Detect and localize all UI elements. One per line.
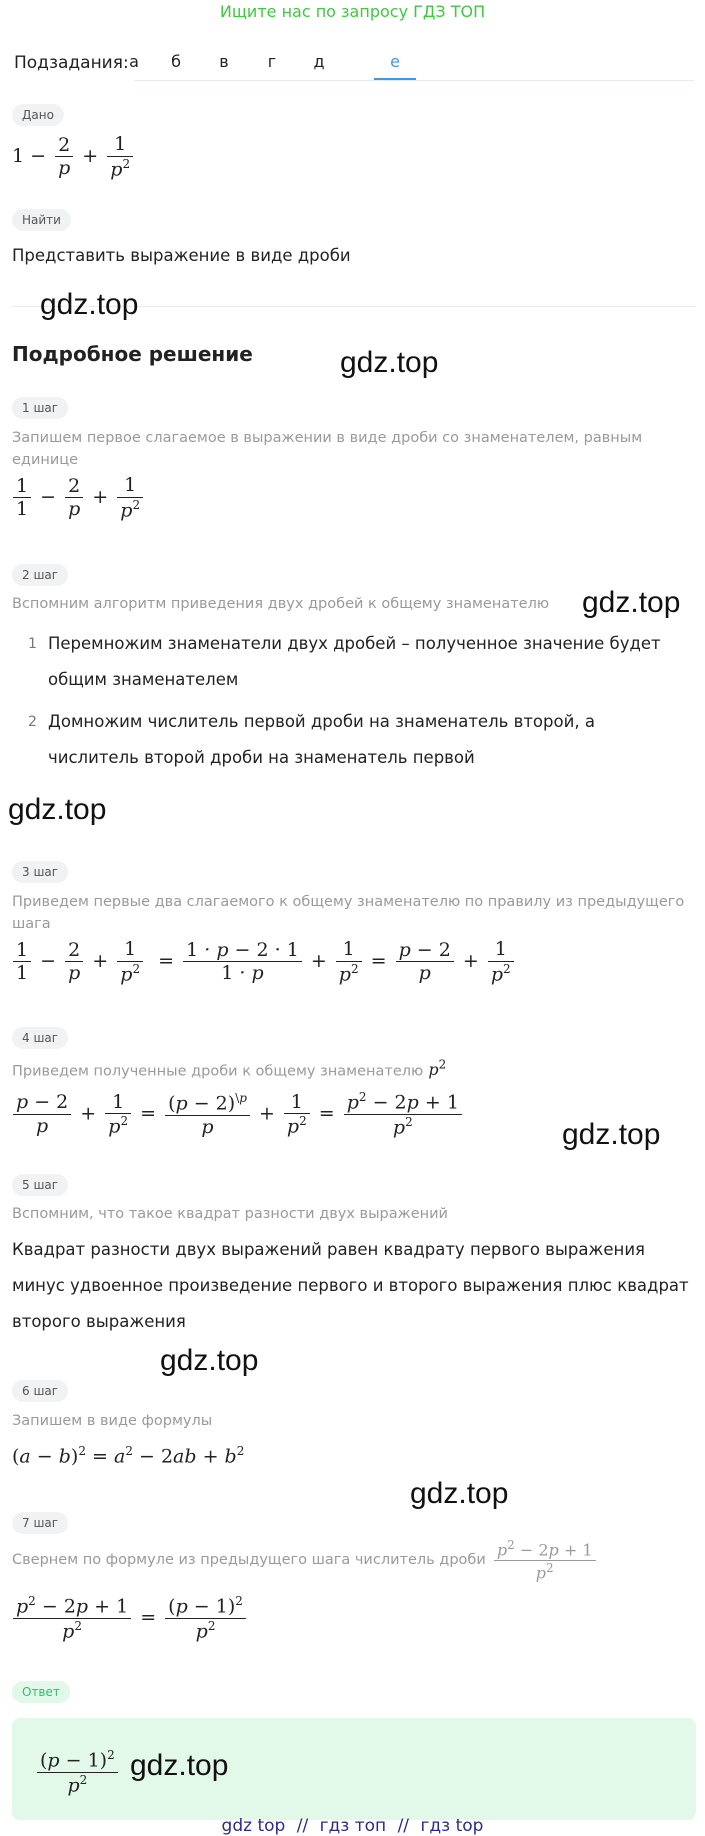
subtasks-label: Подзадания: (14, 53, 129, 73)
step-4-formula: $\frac{p - 2}{p}$ + $\frac{1}{p^2}$ = $\frac{(p - 2)^{\backslash p}}{p}$ + $\frac{1}{p^2}$ = $\frac{p^2 - 2p + 1}{p^2}$ (10, 1090, 465, 1139)
step-7-pill: 7 шаг (12, 1512, 68, 1534)
step-1-hint: Запишем первое слагаемое в выражении в виде дроби со знаменателем, равным единице (12, 430, 643, 468)
list-text: Домножим числитель первой дроби на знаменатель второй, а числитель второй дроби на знаменатель первой (48, 712, 595, 767)
watermark: gdz.top (410, 1477, 509, 1510)
list-number: 1 (28, 636, 37, 652)
tab-a[interactable]: а (129, 52, 139, 71)
active-tab-indicator (374, 78, 416, 80)
footer-separator: // (296, 1816, 309, 1836)
subtask-tabs (129, 40, 694, 81)
watermark: gdz.top (40, 288, 139, 321)
solution-heading: Подробное решение (12, 342, 253, 366)
footer-link[interactable]: gdz top (221, 1816, 286, 1836)
list-text: Перемножим знаменатели двух дробей – полученное значение будет общим знаменателем (48, 634, 661, 689)
footer-link[interactable]: гдз top (420, 1816, 484, 1836)
given-pill: Дано (12, 104, 64, 126)
answer-formula: $\frac{(p - 1)^2}{p^2}$ (34, 1748, 121, 1797)
step-4-hint: Приведем полученные дроби к общему знаменателю (12, 1063, 424, 1080)
answer-pill: Ответ (12, 1681, 70, 1703)
watermark: gdz.top (130, 1749, 229, 1782)
step-1-formula: $\frac{1}{1}$ − $\frac{2}{p}$ + $\frac{1}{p^2}$ (10, 474, 146, 522)
step-4-pill: 4 шаг (12, 1027, 68, 1049)
step-7-formula: $\frac{p^2 - 2p + 1}{p^2}$ = $\frac{(p - 1)^2}{p^2}$ (10, 1594, 249, 1643)
step-5-text: Квадрат разности двух выражений равен квадрату первого выражения минус удвоенное произведение первого и второго выражения плюс квадрат второго выражения (12, 1240, 689, 1331)
list-item (28, 704, 668, 776)
step-5-hint: Вспомним, что такое квадрат разности двух выражений (12, 1206, 448, 1222)
watermark: gdz.top (562, 1118, 661, 1151)
promo-banner[interactable]: Ищите нас по запросу ГДЗ ТОП (219, 2, 486, 21)
watermark: gdz.top (8, 793, 107, 826)
step-6-hint: Запишем в виде формулы (12, 1413, 213, 1429)
tab-e[interactable]: е (390, 52, 400, 71)
step-5-pill: 5 шаг (12, 1174, 68, 1196)
tab-d[interactable]: д (313, 52, 325, 71)
step-3-pill: 3 шаг (12, 861, 68, 883)
footer-link[interactable]: гдз топ (319, 1816, 387, 1836)
step-7-hint: Свернем по формуле из предыдущего шага числитель дроби (12, 1552, 486, 1569)
step-6-pill: 6 шаг (12, 1380, 68, 1402)
step-2-hint: Вспомним алгоритм приведения двух дробей к общему знаменателю (12, 596, 550, 612)
watermark: gdz.top (340, 346, 439, 379)
step-2-pill: 2 шаг (12, 564, 68, 586)
step-6-formula: $(a - b)^2 = a^2 - 2ab + b^2$ (12, 1444, 245, 1468)
find-text: Представить выражение в виде дроби (12, 246, 351, 265)
algorithm-list (28, 626, 668, 776)
step-7-hint-line: Свернем по формуле из предыдущего шага числитель дроби $\frac{p^2 - 2p + 1}{p^2}$ (12, 1538, 599, 1582)
footer-separator: // (397, 1816, 410, 1836)
watermark: gdz.top (160, 1344, 259, 1377)
step-3-hint: Приведем первые два слагаемого к общему знаменателю по правилу из предыдущего шага (12, 894, 685, 932)
list-number: 2 (28, 714, 37, 730)
find-pill: Найти (12, 209, 71, 231)
list-item (28, 626, 668, 698)
step-1-pill: 1 шаг (12, 397, 68, 419)
tab-v[interactable]: в (219, 52, 229, 71)
footer-links (0, 1816, 705, 1836)
step-3-formula: $\frac{1}{1}$ − $\frac{2}{p}$ + $\frac{1}{p^2}$ = $\frac{1 \cdot p - 2 \cdot 1}{1 \cdot p}$ + $\frac{1}{p^2}$ = $\frac{p - 2}{p}$ + $\frac{1}{p^2}$ (10, 938, 517, 986)
watermark: gdz.top (582, 586, 681, 619)
given-expression: 1 − $\frac{2}{p}$ + $\frac{1}{p^2}$ (12, 133, 136, 181)
tab-g[interactable]: г (267, 52, 277, 71)
step-4-hint-line: Приведем полученные дроби к общему знаменателю $p^2$ (12, 1058, 447, 1080)
answer-box (12, 1718, 696, 1820)
tab-b[interactable]: б (171, 52, 181, 71)
